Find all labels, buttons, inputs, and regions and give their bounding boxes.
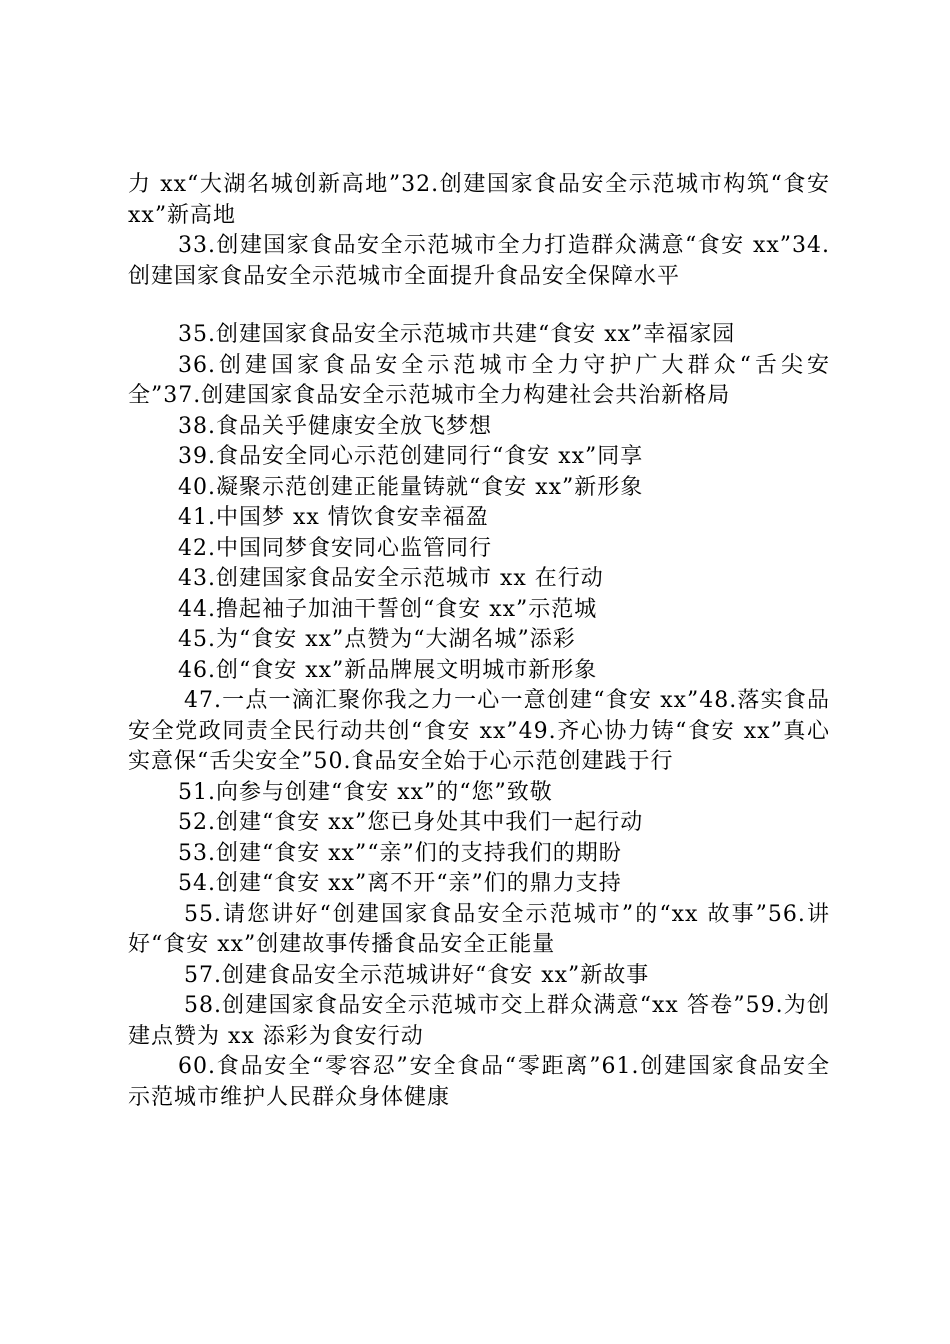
paragraph-43: 43.创建国家食品安全示范城市 xx 在行动 — [178, 566, 604, 591]
paragraph-46: 46.创“食安 xx”新品牌展文明城市新形象 — [178, 657, 598, 683]
paragraph-52: 52.创建“食安 xx”您已身处其中我们一起行动 — [178, 810, 644, 835]
blank-line — [128, 292, 830, 320]
paragraph-54: 54.创建“食安 xx”离不开“亲”们的鼎力支持 — [178, 871, 622, 896]
paragraph-58: 58.创建国家食品安全示范城市交上群众满意“xx 答卷”59.为创建点赞为 xx 添彩为食安行动 — [128, 993, 830, 1049]
paragraph-57: 57.创建食品安全示范城讲好“食安 xx”新故事 — [184, 962, 650, 988]
document-body — [128, 170, 830, 1113]
paragraph-33: 33.创建国家食品安全示范城市全力打造群众满意“食安 xx”34.创建国家食品安全示范城市全面提升食品安全保障水平 — [128, 233, 830, 289]
paragraph-45: 45.为“食安 xx”点赞为“大湖名城”添彩 — [178, 627, 576, 652]
paragraph-60: 60.食品安全“零容忍”安全食品“零距离”61.创建国家食品安全示范城市维护人民群众身体健康 — [128, 1054, 830, 1110]
paragraph-continuation: 力 xx“大湖名城创新高地”32.创建国家食品安全示范城市构筑“食安 xx”新高地 — [128, 172, 830, 228]
paragraph-41: 41.中国梦 xx 情饮食安幸福盈 — [178, 505, 489, 530]
paragraph-53: 53.创建“食安 xx”“亲”们的支持我们的期盼 — [178, 840, 622, 866]
paragraph-38: 38.食品关乎健康安全放飞梦想 — [178, 413, 492, 439]
paragraph-44: 44.撸起袖子加油干誓创“食安 xx”示范城 — [178, 596, 598, 622]
paragraph-42: 42.中国同梦食安同心监管同行 — [178, 535, 492, 561]
paragraph-47: 47.一点一滴汇聚你我之力一心一意创建“食安 xx”48.落实食品安全党政同责全民行动共创“食安 xx”49.齐心协力铸“食安 xx”真心实意保“舌尖安全”50.食品安全始于心示范创建践于行 — [128, 688, 830, 774]
paragraph-51: 51.向参与创建“食安 xx”的“您”致敬 — [178, 779, 553, 805]
paragraph-40: 40.凝聚示范创建正能量铸就“食安 xx”新形象 — [178, 474, 644, 500]
paragraph-35: 35.创建国家食品安全示范城市共建“食安 xx”幸福家园 — [178, 322, 736, 347]
paragraph-39: 39.食品安全同心示范创建同行“食安 xx”同享 — [178, 444, 644, 469]
paragraph-55: 55.请您讲好“创建国家食品安全示范城市”的“xx 故事”56.讲好“食安 xx”创建故事传播食品安全正能量 — [128, 901, 830, 957]
paragraph-36: 36.创建国家食品安全示范城市全力守护广大群众“舌尖安全”37.创建国家食品安全示范城市全力构建社会共治新格局 — [128, 352, 830, 408]
